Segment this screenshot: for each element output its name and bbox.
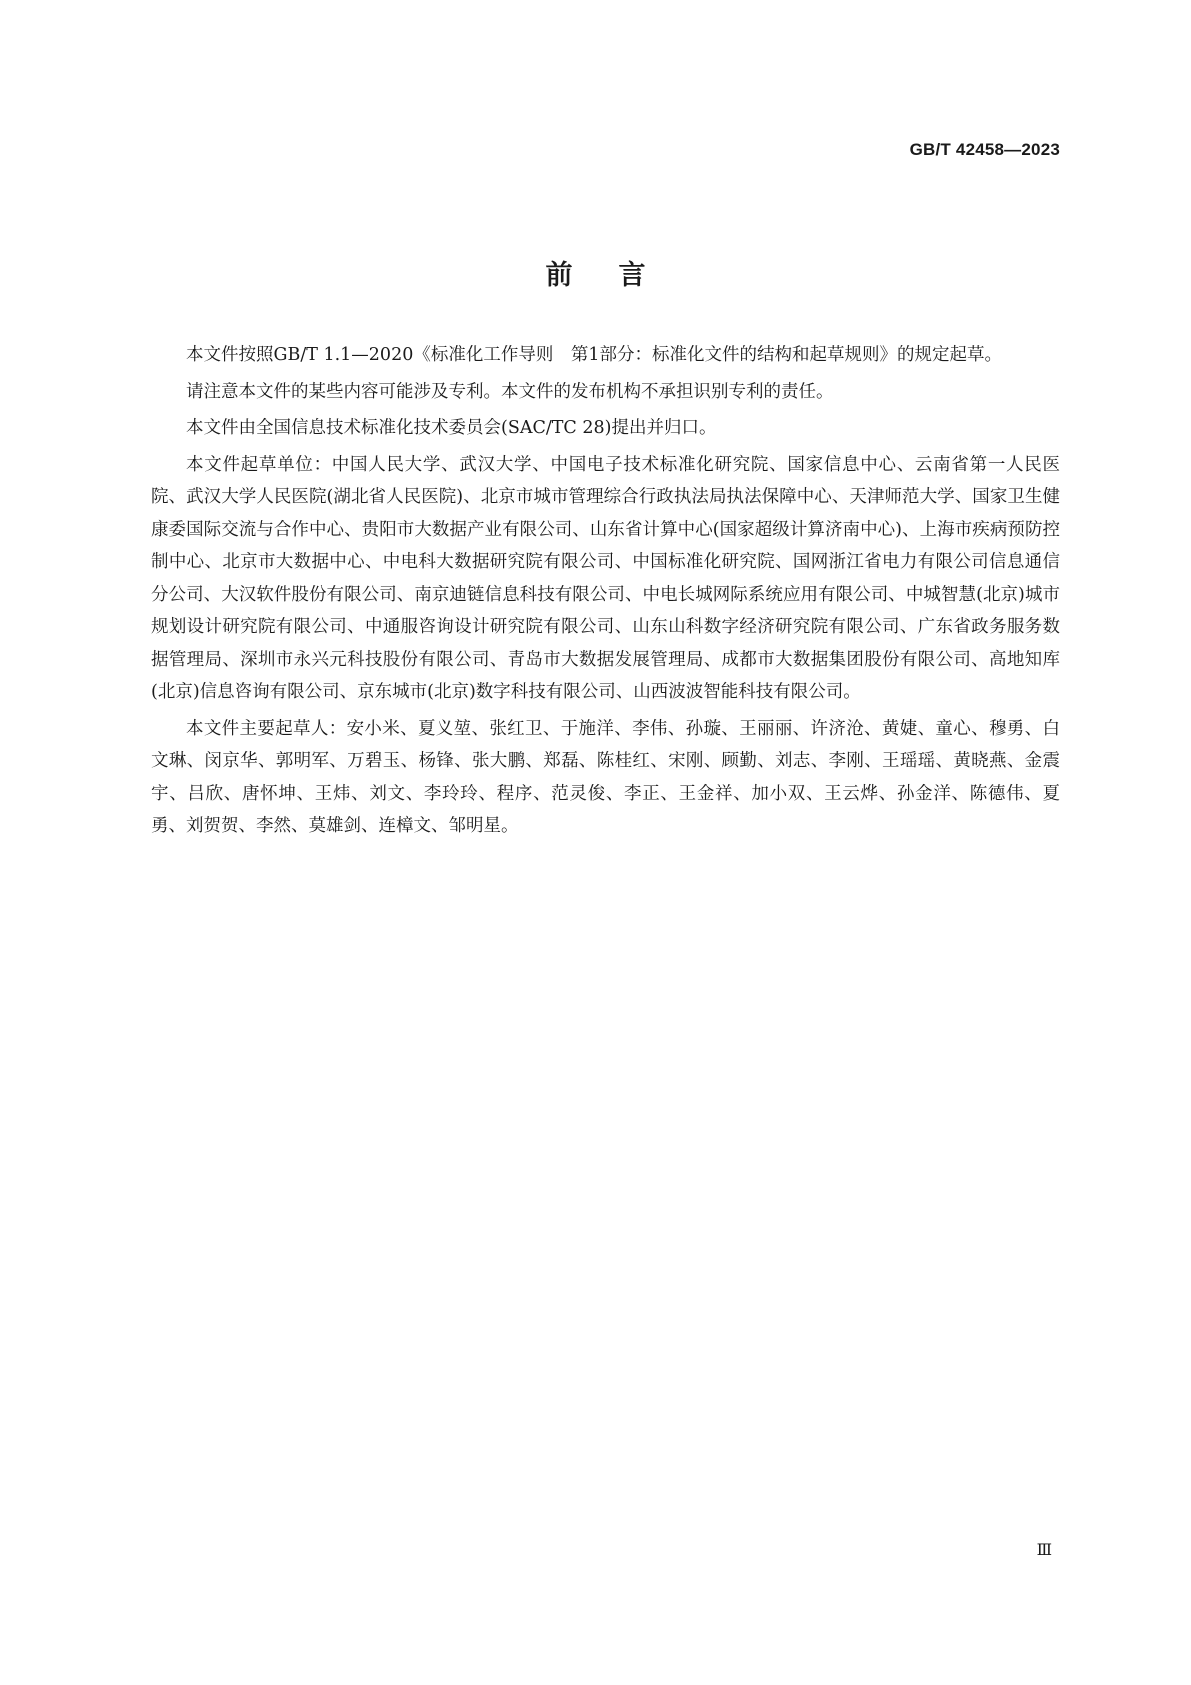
page-number: Ⅲ [1036, 1540, 1051, 1559]
paragraph-drafters: 本文件主要起草人：安小米、夏义堃、张红卫、于施洋、李伟、孙璇、王丽丽、许济沧、黄婕、童心、穆勇、白文琳、闵京华、郭明军、万碧玉、杨锋、张大鹏、郑磊、陈桂红、宋刚、顾勤、刘志、李刚、王瑶瑶、黄晓燕、金震宇、吕欣、唐怀坤、王炜、刘文、李玲玲、程序、范灵俊、李正、王金祥、加小双、王云烨、孙金洋、陈德伟、夏勇、刘贺贺、李然、莫雄剑、连樟文、邹明星。 [151, 718, 1060, 836]
paragraph-patent-notice: 请注意本文件的某些内容可能涉及专利。本文件的发布机构不承担识别专利的责任。 [186, 381, 834, 402]
standard-number: GB/T 42458—2023 [909, 140, 1060, 159]
page-title: 前言 [545, 260, 692, 292]
paragraph-proposer: 本文件由全国信息技术标准化技术委员会(SAC/TC 28)提出并归口。 [186, 418, 717, 438]
paragraph-drafting-rules: 本文件按照GB/T 1.1—2020《标准化工作导则 第1部分：标准化文件的结构和起草规则》的规定起草。 [186, 345, 1002, 365]
document-body [151, 339, 1060, 847]
paragraph-drafting-units: 本文件起草单位：中国人民大学、武汉大学、中国电子技术标准化研究院、国家信息中心、云南省第一人民医院、武汉大学人民医院(湖北省人民医院)、北京市城市管理综合行政执法局执法保障中心、天津师范大学、国家卫生健康委国际交流与合作中心、贵阳市大数据产业有限公司、山东省计算中心(国家超级计算济南中心)、上海市疾病预防控制中心、北京市大数据中心、中电科大数据研究院有限公司、中国标准化研究院、国网浙江省电力有限公司信息通信分公司、大汉软件股份有限公司、南京迪链信息科技有限公司、中电长城网际系统应用有限公司、中城智慧(北京)城市规划设计研究院有限公司、中通服咨询设计研究院有限公司、山东山科数字经济研究院有限公司、广东省政务服务数据管理局、深圳市永兴元科技股份有限公司、青岛市大数据发展管理局、成都市大数据集团股份有限公司、高地知库(北京)信息咨询有限公司、京东城市(北京)数字科技有限公司、山西波波智能科技有限公司。 [151, 454, 1060, 702]
